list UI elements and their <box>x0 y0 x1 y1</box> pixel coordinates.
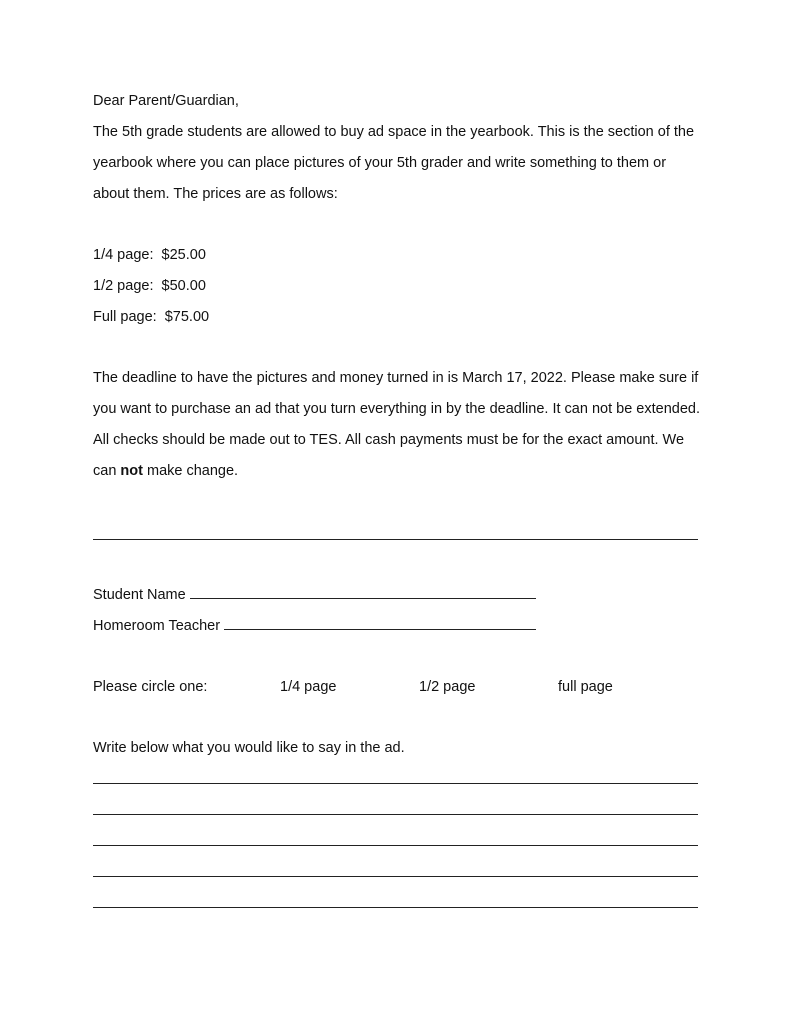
homeroom-teacher-label: Homeroom Teacher <box>93 618 221 634</box>
intro-line: about them. The prices are as follows: <box>93 186 338 202</box>
student-name-label: Student Name <box>93 587 186 603</box>
message-line[interactable] <box>93 845 698 846</box>
message-line[interactable] <box>93 876 698 877</box>
deadline-line: The deadline to have the pictures and money turned in is March 17, 2022. Please make sure if <box>93 370 699 386</box>
price-half-page: 1/2 page: $50.00 <box>93 278 206 294</box>
option-quarter-page[interactable]: 1/4 page <box>280 679 337 695</box>
student-name-row <box>93 585 536 604</box>
greeting: Dear Parent/Guardian, <box>93 93 239 109</box>
price-full-page: Full page: $75.00 <box>93 309 210 325</box>
option-full-page[interactable]: full page <box>558 679 613 695</box>
option-half-page[interactable]: 1/2 page <box>419 679 476 695</box>
homeroom-row <box>93 616 536 635</box>
price-quarter-page: 1/4 page: $25.00 <box>93 247 206 263</box>
message-line[interactable] <box>93 814 698 815</box>
intro-line: The 5th grade students are allowed to buy ad space in the yearbook. This is the section of the <box>93 124 695 140</box>
message-line[interactable] <box>93 783 698 784</box>
change-notice-start: can <box>93 463 121 479</box>
circle-one-label: Please circle one: <box>93 679 208 695</box>
cut-line <box>93 539 698 540</box>
homeroom-teacher-field[interactable] <box>224 616 536 630</box>
student-name-field[interactable] <box>190 585 536 599</box>
change-notice-emphasis: not <box>120 463 143 479</box>
deadline-line: All checks should be made out to TES. All cash payments must be for the exact amount. We <box>93 432 685 448</box>
change-notice-end: make change. <box>142 463 239 479</box>
intro-line: yearbook where you can place pictures of your 5th grader and write something to them or <box>93 155 667 171</box>
message-line[interactable] <box>93 907 698 908</box>
deadline-line: you want to purchase an ad that you turn everything in by the deadline. It can not be extended. <box>93 401 700 417</box>
message-prompt: Write below what you would like to say in the ad. <box>93 740 405 756</box>
change-notice <box>93 462 238 480</box>
